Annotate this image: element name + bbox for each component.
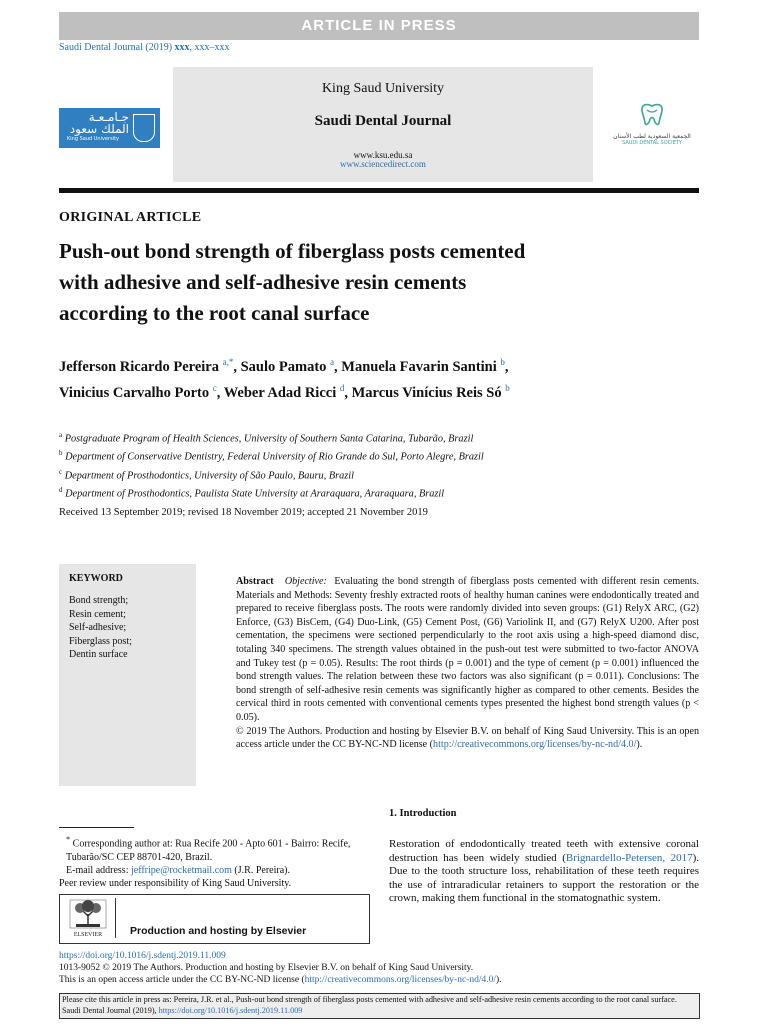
journal-name: Saudi Dental Journal xyxy=(314,113,452,129)
affiliation-item: $^b$ Department of Conservative Dentistry, Federal University of Rio Grande do Sul, Porto Alegre, Brazil xyxy=(59,449,484,463)
footnote-separator xyxy=(59,827,134,828)
article-title xyxy=(59,236,689,329)
affiliation-item: $^d$ Department of Prosthodontics, Paulista State University at Araraquara, Araraquara, Brazil xyxy=(59,486,445,500)
ksu-logo-arabic-text: جـامـعـة الملك سعود xyxy=(69,110,129,136)
article-type: ORIGINAL ARTICLE xyxy=(59,210,202,225)
svg-text:ELSEVIER: ELSEVIER xyxy=(73,932,103,938)
issn-copyright: 1013-9052 © 2019 The Authors. Production and hosting by Elsevier B.V. on behalf of King Saud University. xyxy=(59,963,474,973)
title-line: Push-out bond strength of fiberglass posts cemented xyxy=(59,239,526,263)
author-email-link[interactable]: jeffripe@rocketmail.com xyxy=(130,864,232,876)
elsevier-tree-logo xyxy=(66,898,110,938)
author-name[interactable]: Jefferson Ricardo Pereira xyxy=(59,358,219,375)
keyword-item: Bond strength; xyxy=(69,595,129,606)
affiliation-item: $^a$ Postgraduate Program of Health Sciences, University of Southern Santa Catarina, Tubarão, Brazil xyxy=(59,431,474,445)
abstract-copyright: © 2019 The Authors. Production and hosting by Elsevier B.V. on behalf of King Saud University. This is an open access article under the CC BY-NC-ND license (http://creativecommons.org/licenses/by-nc-nd/4.0/). xyxy=(236,725,699,751)
keyword-item: Fiberglass post; xyxy=(69,635,132,647)
footer-license-link[interactable]: http://creativecommons.org/licenses/by-nc-nd/4.0/ xyxy=(304,975,496,985)
keyword-heading: KEYWORD xyxy=(69,573,123,584)
header-rule xyxy=(59,188,699,193)
sciencedirect-url-link[interactable]: www.sciencedirect.com xyxy=(340,159,426,169)
ksu-url-link[interactable]: www.ksu.edu.sa xyxy=(353,150,413,160)
peer-review-note: Peer review under responsibility of King Saud University. xyxy=(59,878,292,890)
author-name[interactable]: , Weber Adad Ricci xyxy=(216,384,337,401)
ksu-emblem-icon xyxy=(133,114,155,142)
university-name: King Saud University xyxy=(321,81,445,96)
king-saud-university-logo xyxy=(59,108,160,148)
sds-logo-english-text: SAUDI DENTAL SOCIETY xyxy=(622,140,682,146)
doi-link[interactable]: https://doi.org/10.1016/j.sdentj.2019.11.009 xyxy=(59,951,226,961)
license-link[interactable]: http://creativecommons.org/licenses/by-nc-nd/4.0/ xyxy=(433,739,637,751)
author-name[interactable]: Vinicius Carvalho Porto xyxy=(59,384,210,401)
affiliation-marker[interactable]: b xyxy=(500,357,505,367)
affiliation-marker[interactable]: b xyxy=(505,382,510,393)
citation-text: Please cite this article in press as: Pereira, J.R. et al., Push-out bond strength of fiberglass posts cemented with adhesive and self-adhesive resin cements according to the root canal surface. Saudi Dental Journal (2019), https://doi.org/10.1016/j.sdentj.2019.11.009 xyxy=(62,995,677,1015)
affiliation-item: $^c$ Department of Prosthodontics, University of São Paulo, Bauru, Brazil xyxy=(59,467,355,482)
abstract-body: Abstract Objective: Evaluating the bond strength of fiberglass posts cemented with different resin cements. Materials and Methods: Seventy freshly extracted roots of healthy human canines were endodontically treated and prepared to receive fiberglass posts. The roots were randomly divided into seven groups: (G1) RelyX ARC, (G2) Enforce, (G3) BisCem, (G4) Duo-Link, (G5) Cement Post, (G6) Variolink II, and (G7) RelyX U200. After post cementation, the specimens were sectioned perpendicularly to the root axis using a high-speed diamond disc, totaling 340 specimens. The strength values obtained in the push-out test were submitted to two-factor ANOVA and Tukey test (p = 0.05). Results: The root thirds (p = 0.001) and the type of cement (p = 0.001) influenced the bond strength values. The relation between these two factors was also significant (p = 0.011). Conclusions: The bond strength of self-adhesive resin cements was significantly higher as compared to other cements. Besides the cervical third in roots cemented with conventional cements types presented the highest bond strength values (p < 0.05). xyxy=(236,576,700,723)
introduction-text: Restoration of endodontically treated teeth with extensive coronal destruction has been widely studied (Brignardello-Petersen, 2017). Due to the tooth structure loss, rehabilitation of these teeth requires the use of intraradicular retainers to support the restoration or the crown, making them functional in the stomatognathic system. xyxy=(389,838,699,905)
article-in-press-banner: ARTICLE IN PRESS xyxy=(59,12,699,40)
keyword-item: Dentin surface xyxy=(69,649,128,661)
sds-logo-arabic-text: الجمعية السعودية لطب الأسنان xyxy=(613,133,691,140)
corresponding-author-note: * Corresponding author at: Rua Recife 200 - Apto 601 - Bairro: Recife, Tubarão/SC CEP 88701-420, Brazil. E-mail address: jeffripe@rocketmail.com (J.R. Pereira). Peer review under responsibility of King Saud University. xyxy=(59,833,369,891)
ksu-logo-english-text: King Saud University xyxy=(67,136,119,142)
license-statement: This is an open access article under the CC BY-NC-ND license (http://creativecommons.org/licenses/by-nc-nd/4.0/). xyxy=(59,975,502,985)
keyword-list xyxy=(69,594,132,662)
keyword-item: Self-adhesive; xyxy=(69,622,127,634)
received-dates: Received 13 September 2019; revised 18 November 2019; accepted 21 November 2019 xyxy=(59,507,428,518)
affiliation-marker[interactable]: a,* xyxy=(222,357,234,367)
keyword-item: Resin cement; xyxy=(69,608,126,620)
affiliation-marker[interactable]: c xyxy=(212,382,217,393)
tooth-icon xyxy=(639,102,665,126)
affiliation-marker[interactable]: a xyxy=(330,357,335,367)
elsevier-separator xyxy=(115,898,116,938)
citation-pages: , xxx–xxx xyxy=(189,42,230,53)
reference-link[interactable]: Brignardello-Petersen, 2017 xyxy=(565,851,693,864)
elsevier-hosting-text: Production and hosting by Elsevier xyxy=(130,925,307,937)
saudi-dental-society-logo xyxy=(606,102,698,152)
citation-doi-link[interactable]: https://doi.org/10.1016/j.sdentj.2019.11.009 xyxy=(158,1005,303,1015)
affiliation-marker[interactable]: d xyxy=(339,382,345,393)
title-line: according to the root canal surface xyxy=(59,301,370,325)
journal-citation-header[interactable] xyxy=(59,42,230,53)
citation-journal: Saudi Dental Journal (2019) xyxy=(59,42,173,53)
author-name[interactable]: , Manuela Favarin Santini xyxy=(334,358,497,375)
citation-volume: xxx xyxy=(174,42,190,53)
title-line: with adhesive and self-adhesive resin cements xyxy=(59,270,467,294)
author-name[interactable]: , Saulo Pamato xyxy=(233,358,327,375)
introduction-heading: 1. Introduction xyxy=(389,808,457,819)
abstract xyxy=(236,575,699,752)
author-name[interactable]: , Marcus Vinícius Reis Só xyxy=(344,384,502,401)
author-list: Jefferson Ricardo Pereira $^{a,*}$, Saulo Pamato $^a$, Manuela Favarin Santini $^b$, Vinicius Carvalho Porto $^c$, Weber Adad Ricci $^d$, Marcus Vinícius Reis Só $^b$ xyxy=(59,357,510,401)
affiliations xyxy=(59,428,699,502)
